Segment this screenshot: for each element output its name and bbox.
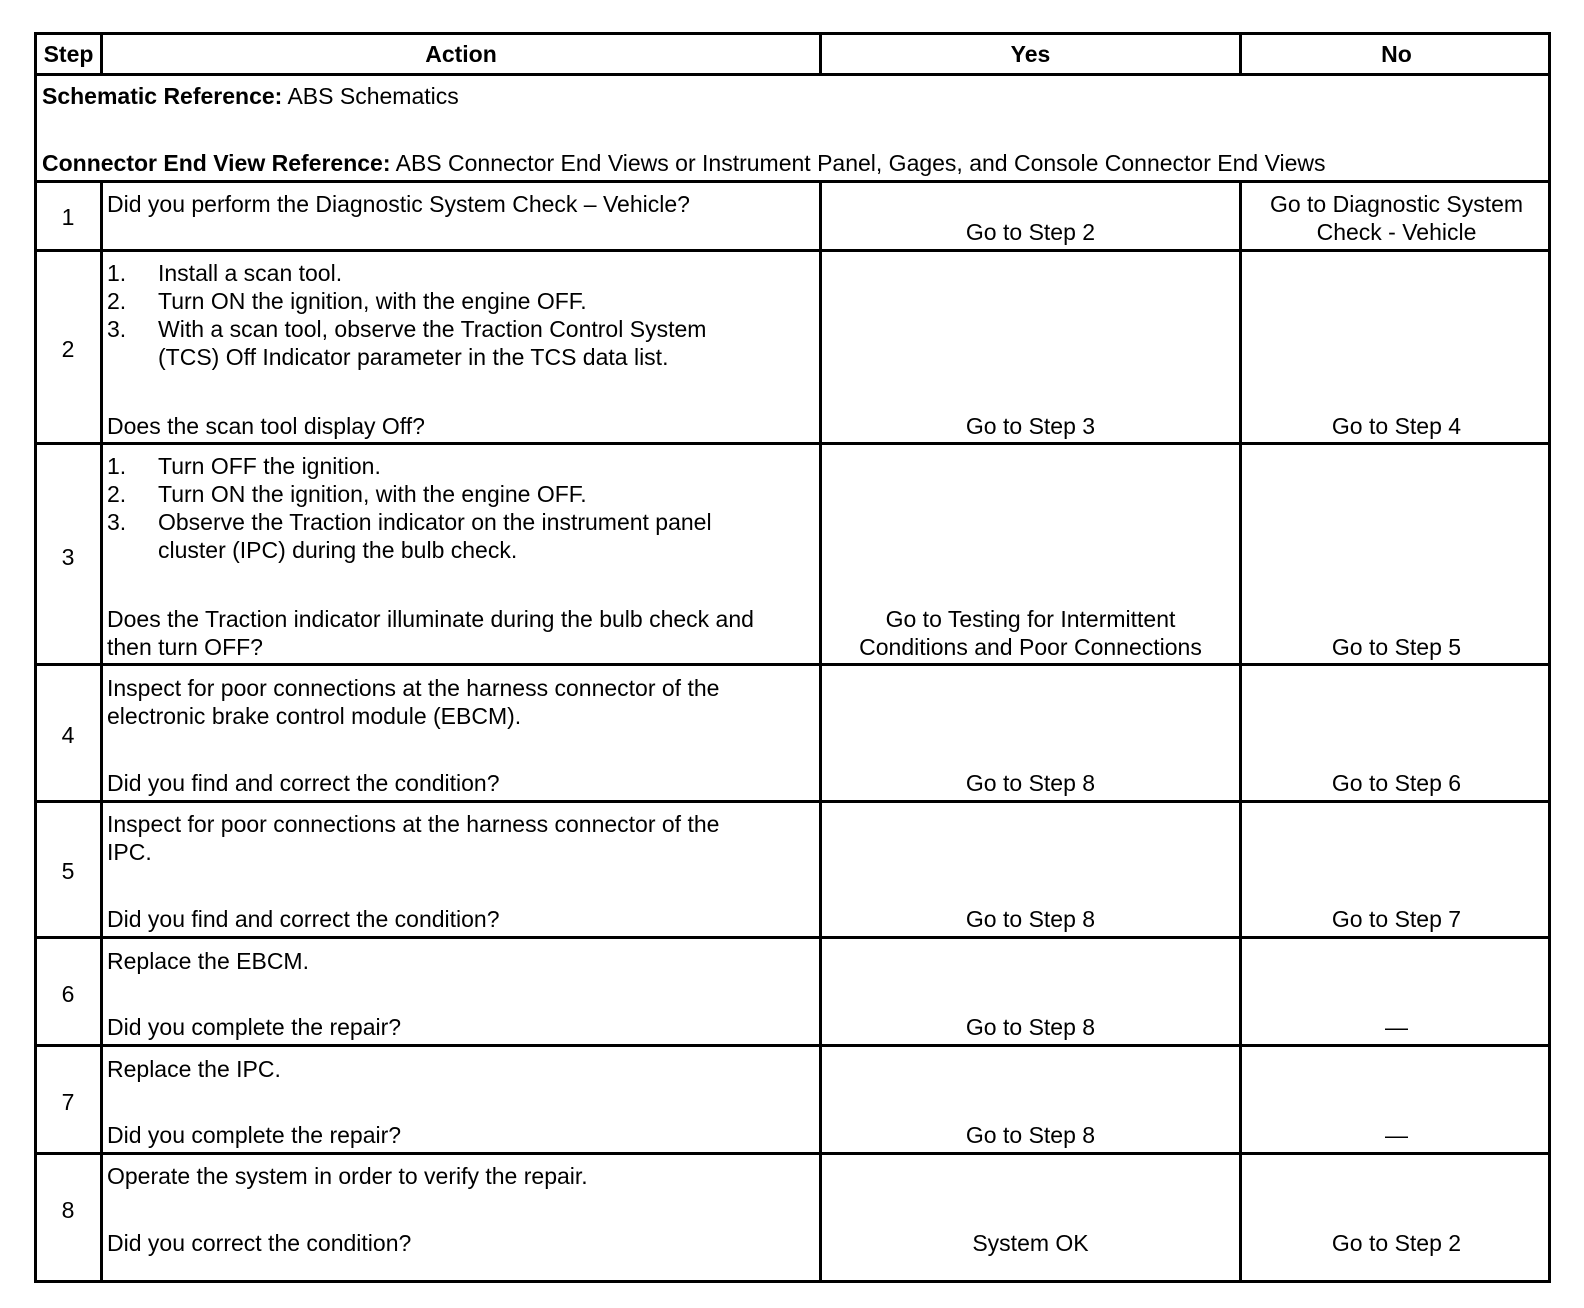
list-item: 2. Turn ON the ignition, with the engine OFF. <box>107 481 587 507</box>
yes-result: Go to Step 8 <box>965 1122 1096 1148</box>
step-number: 1 <box>61 204 75 230</box>
connector-reference-label: Connector End View Reference: <box>42 150 391 176</box>
action-text: Inspect for poor connections at the harness connector of the <box>107 811 720 837</box>
yes-result: System OK <box>972 1230 1089 1256</box>
action-question: Did you complete the repair? <box>107 1014 402 1040</box>
action-text-line2: electronic brake control module (EBCM). <box>107 703 522 729</box>
list-item: 1. Turn OFF the ignition. <box>107 453 381 479</box>
action-question: Did you complete the repair? <box>107 1122 402 1148</box>
schematic-reference <box>42 82 459 110</box>
action-text: Operate the system in order to verify the repair. <box>107 1163 588 1189</box>
action-question: Does the scan tool display Off? <box>107 413 425 439</box>
action-steps-list <box>57 259 706 371</box>
action-text: Inspect for poor connections at the harness connector of the <box>107 675 720 701</box>
step-number: 4 <box>61 722 75 748</box>
step-number: 7 <box>61 1089 75 1115</box>
no-result: Go to Step 2 <box>1331 1230 1462 1256</box>
no-result: — <box>1385 1014 1408 1040</box>
list-item: 3. Observe the Traction indicator on the instrument panel cluster (IPC) during the bulb check. <box>107 509 712 563</box>
action-steps-list <box>57 452 712 564</box>
list-item: 3. With a scan tool, observe the Traction Control System (TCS) Off Indicator parameter in the TCS data list. <box>107 316 707 370</box>
connector-reference-value: ABS Connector End Views or Instrument Panel, Gages, and Console Connector End Views <box>390 150 1326 176</box>
connector-reference <box>42 149 1326 177</box>
no-result: Go to Step 4 <box>1331 413 1462 439</box>
header-action: Action <box>425 41 497 67</box>
yes-result: Go to Step 8 <box>965 1014 1096 1040</box>
action-question: Did you perform the Diagnostic System Check – Vehicle? <box>107 191 690 217</box>
yes-result: Go to Step 8 <box>965 906 1096 932</box>
header-step: Step <box>43 41 94 67</box>
step-number: 6 <box>61 981 75 1007</box>
no-result-line2: Check - Vehicle <box>1316 219 1477 245</box>
action-question: Did you find and correct the condition? <box>107 906 500 932</box>
action-text: Replace the EBCM. <box>107 948 309 974</box>
no-result: Go to Diagnostic System <box>1269 191 1524 217</box>
action-question: Does the Traction indicator illuminate during the bulb check and <box>107 606 754 632</box>
yes-result: Go to Step 8 <box>965 770 1096 796</box>
action-text-line2: IPC. <box>107 839 152 865</box>
step-number: 3 <box>61 544 75 570</box>
step-number: 2 <box>61 336 75 362</box>
yes-result: Go to Step 2 <box>965 219 1096 245</box>
header-yes: Yes <box>1010 41 1051 67</box>
action-text: Replace the IPC. <box>107 1056 281 1082</box>
no-result: Go to Step 7 <box>1331 906 1462 932</box>
step-number: 8 <box>61 1197 75 1223</box>
step-number: 5 <box>61 858 75 884</box>
schematic-reference-label: Schematic Reference: <box>42 83 283 109</box>
no-result: Go to Step 5 <box>1331 634 1462 660</box>
header-no: No <box>1381 41 1412 67</box>
action-question: Did you find and correct the condition? <box>107 770 500 796</box>
diagnostic-table <box>34 32 1551 1283</box>
no-result: Go to Step 6 <box>1331 770 1462 796</box>
yes-result: Go to Testing for Intermittent <box>885 606 1176 632</box>
yes-result-line2: Conditions and Poor Connections <box>859 634 1202 660</box>
no-result: — <box>1385 1122 1408 1148</box>
action-question: Did you correct the condition? <box>107 1230 412 1256</box>
schematic-reference-value: ABS Schematics <box>282 83 459 109</box>
action-question-line2: then turn OFF? <box>107 634 263 660</box>
yes-result: Go to Step 3 <box>965 413 1096 439</box>
list-item: 2. Turn ON the ignition, with the engine OFF. <box>107 288 587 314</box>
list-item: 1. Install a scan tool. <box>107 260 343 286</box>
